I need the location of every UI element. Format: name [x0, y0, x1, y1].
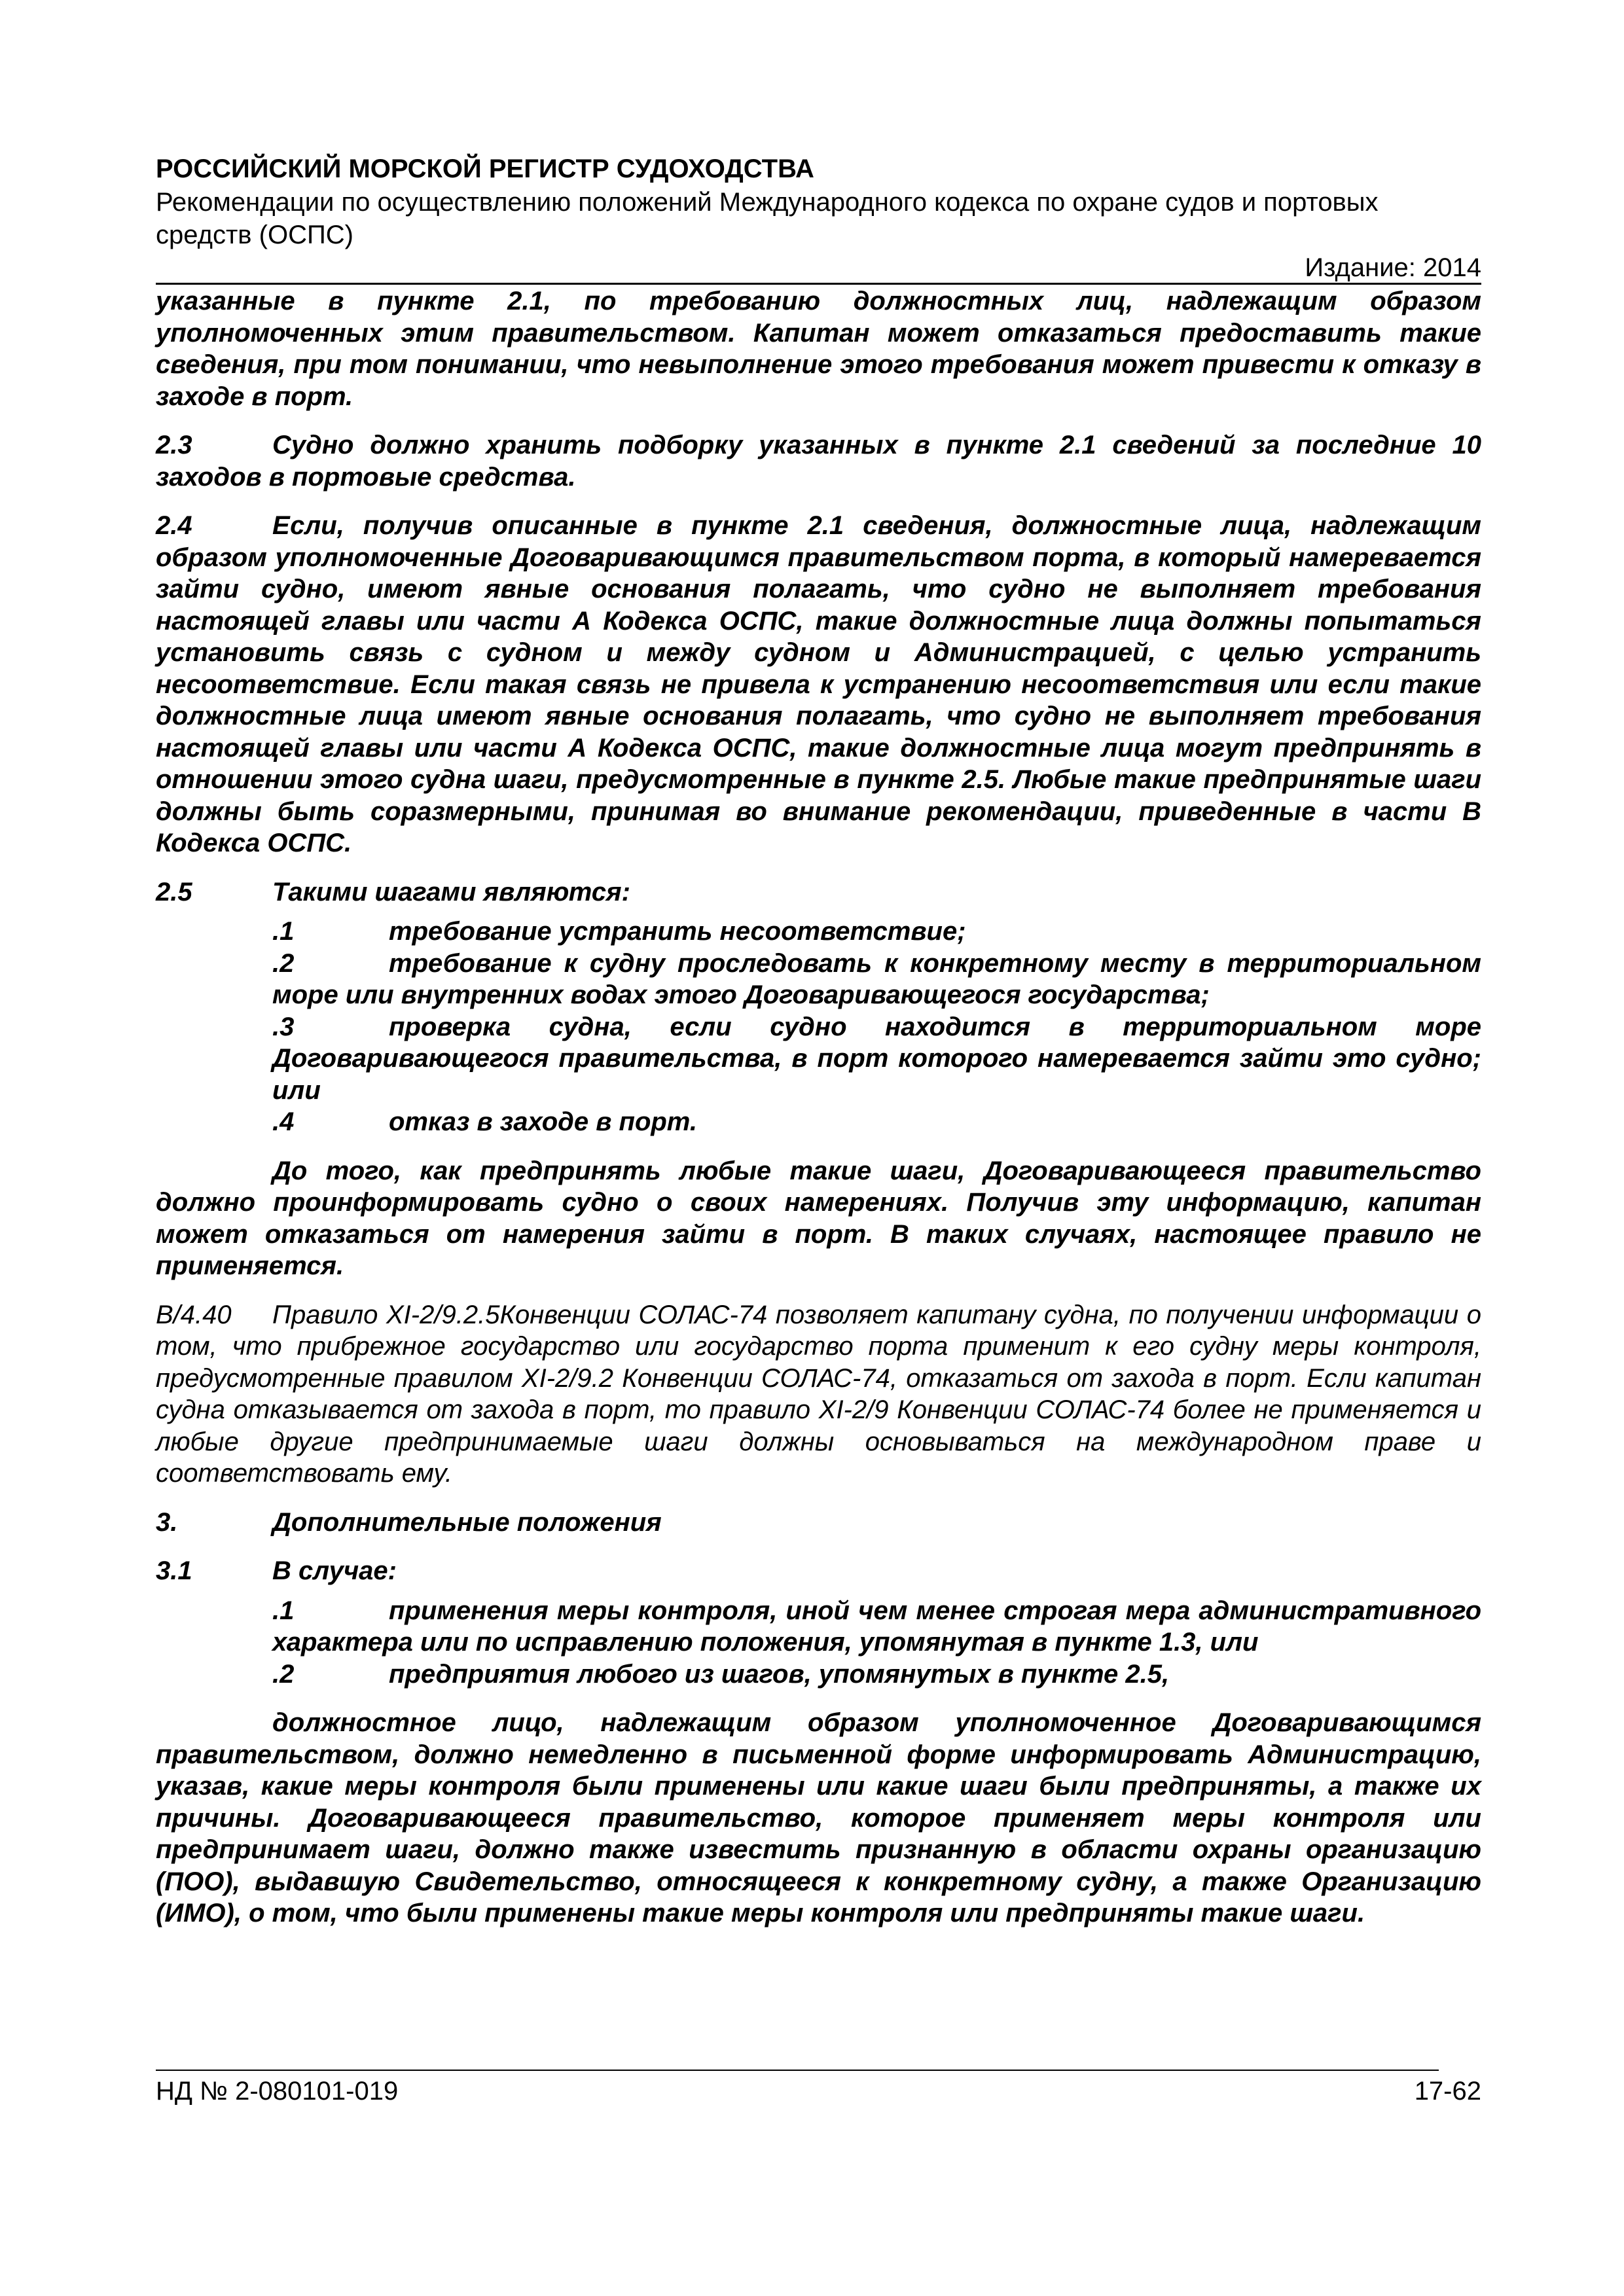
paragraph-final: должностное лицо, надлежащим образом уполномоченное Договаривающимся правительством, должно немедленно в письменной форме информировать Администрацию, указав, какие меры контроля были применены или какие шаги были предприняты, а также их причины. Договаривающееся правительство, которое применяет меры контроля или предпринимает шаги, должно также известить признанную в области охраны организацию (ПОО), выдавшую Свидетельство, относящееся к конкретному судну, а также Организацию (ИМО), о том, что были применены такие меры контроля или предприняты такие шаги.: [156, 1708, 1481, 1928]
list-3-1: [272, 1595, 1481, 1691]
paragraph-text: Такими шагами являются:: [272, 877, 630, 906]
edition-label: Издание: 2014: [1305, 253, 1481, 282]
paragraph-number: 3.1: [156, 1556, 192, 1585]
list-item-text: требование устранить несоответствие;: [389, 917, 966, 946]
list-item: [272, 948, 1481, 1011]
paragraph-number: 2.5: [156, 877, 192, 906]
list-item-text: проверка судна, если судно находится в территориальном море Договаривающегося правительства, в порт которого намеревается зайти это судно; или: [272, 1012, 1481, 1105]
page-header: [156, 152, 1481, 284]
section-title: Дополнительные положения: [272, 1507, 662, 1537]
paragraph-text: Правило XI-2/9.2.5Конвенции СОЛАС-74 позволяет капитану судна, по получении информации о том, что прибрежное государство или государство порта применит к его судну меры контроля, предусмотренные правилом XI-2/9.2 Конвенции СОЛАС-74, отказаться от захода в порт. Если капитан судна отказывается от захода в порт, то правило XI-2/9 Конвенции СОЛАС-74 более не применяется и любые другие предпринимаемые шаги должны основываться на международном праве и соответствовать ему.: [156, 1300, 1481, 1488]
paragraph-2-5: [156, 876, 1481, 908]
list-item: [272, 1011, 1481, 1107]
list-item-number: .4: [272, 1107, 295, 1136]
footer-divider: [156, 2070, 1439, 2071]
paragraph-number: 2.3: [156, 431, 192, 459]
list-2-5: [272, 916, 1481, 1138]
list-item: [272, 1659, 1481, 1691]
list-item-number: .1: [272, 917, 295, 946]
document-body: [156, 285, 1481, 1946]
document-title: Рекомендации по осуществлению положений Международного кодекса по охране судов и портовых средств (ОСПС): [156, 188, 1379, 249]
page-number: 17-62: [1414, 2077, 1481, 2106]
header-divider: [156, 283, 1481, 285]
section-3-heading: [156, 1507, 1481, 1539]
list-item-number: .3: [272, 1012, 295, 1041]
list-item-text: применения меры контроля, иной чем менее строгая мера административного характера или по исправлению положения, упомянутая в пункте 1.3, или: [272, 1596, 1481, 1657]
list-item-number: .1: [272, 1596, 295, 1625]
paragraph-number: 2.4: [156, 511, 192, 540]
list-item-text: отказ в заходе в порт.: [389, 1107, 697, 1136]
paragraph-text: Судно должно хранить подборку указанных в пункте 2.1 сведений за последние 10 заходов в портовые средства.: [156, 431, 1481, 492]
organization-title: РОССИЙСКИЙ МОРСКОЙ РЕГИСТР СУДОХОДСТВА: [156, 154, 814, 183]
paragraph-before-steps: До того, как предпринять любые такие шаги, Договаривающееся правительство должно проинформировать судно о своих намерениях. Получив эту информацию, капитан может отказаться от намерения зайти в порт. В таких случаях, настоящее правило не применяется.: [156, 1156, 1481, 1280]
paragraph-3-1: [156, 1555, 1481, 1587]
paragraph-text: В случае:: [272, 1556, 397, 1585]
document-number: НД № 2-080101-019: [156, 2077, 399, 2106]
list-item: [272, 1595, 1481, 1659]
paragraph-b-4-40: [156, 1299, 1481, 1490]
paragraph-2-3: [156, 429, 1481, 493]
list-item-number: .2: [272, 1659, 295, 1689]
paragraph-continuation: указанные в пункте 2.1, по требованию должностных лиц, надлежащим образом уполномоченных этим правительством. Капитан может отказаться предоставить такие сведения, при том понимании, что невыполнение этого требования может привести к отказу в заходе в порт.: [156, 287, 1481, 411]
paragraph-2-4: [156, 510, 1481, 859]
list-item-text: предприятия любого из шагов, упомянутых в пункте 2.5,: [389, 1659, 1170, 1689]
list-item: [272, 916, 1481, 948]
list-item-number: .2: [272, 948, 295, 978]
paragraph-number: 3.: [156, 1507, 178, 1537]
paragraph-text: Если, получив описанные в пункте 2.1 сведения, должностные лица, надлежащим образом уполномоченные Договаривающимся правительством порта, в который намеревается зайти судно, имеют явные основания полагать, что судно не выполняет требования настоящей главы или части А Кодекса ОСПС, такие должностные лица должны попытаться установить связь с судном и между судном и Администрацией, с целью устранить несоответствие. Если такая связь не привела к устранению несоответствия или если такие должностные лица имеют явные основания полагать, что судно не выполняет требования настоящей главы или части А Кодекса ОСПС, такие должностные лица могут предпринять в отношении этого судна шаги, предусмотренные в пункте 2.5. Любые такие предпринятые шаги должны быть соразмерными, принимая во внимание рекомендации, приведенные в части В Кодекса ОСПС.: [156, 511, 1481, 857]
list-item: [272, 1106, 1481, 1138]
list-item-text: требование к судну проследовать к конкретному месту в территориальном море или внутренних водах этого Договаривающегося государства;: [272, 948, 1481, 1009]
paragraph-number: B/4.40: [156, 1300, 232, 1329]
